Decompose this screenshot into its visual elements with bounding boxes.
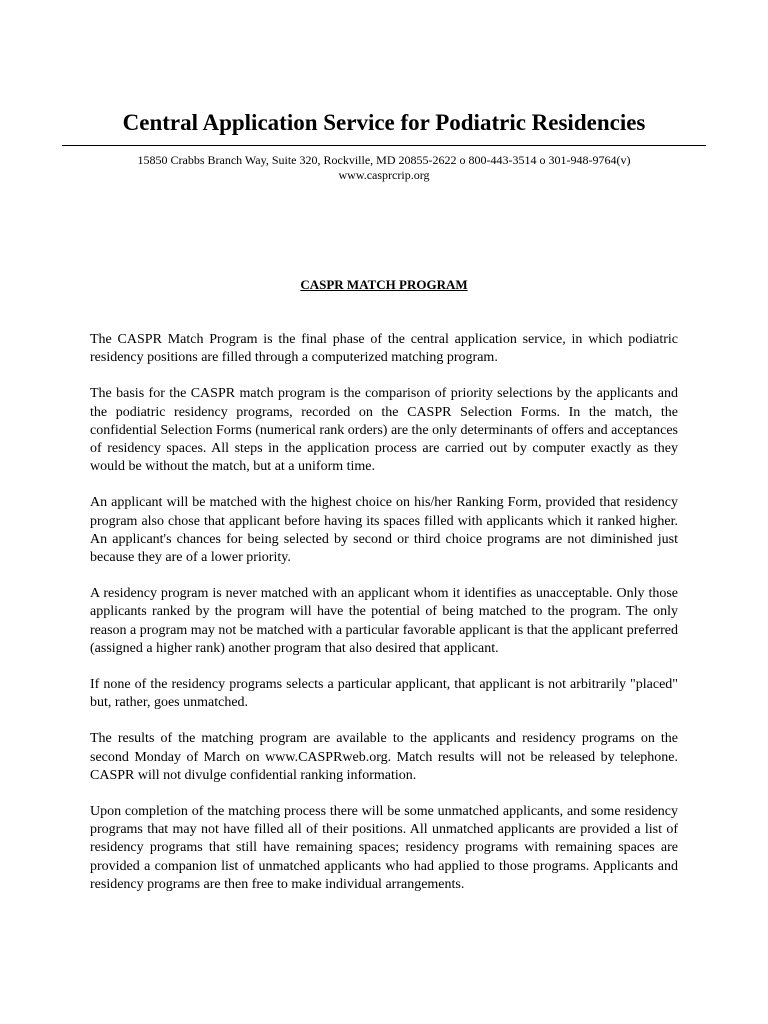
paragraph-program-match: A residency program is never matched with an applicant whom it identifies as unacceptable. Only those applicants ranked by the program will have the potential of being matched to the program. The only reason a program may not be matched with a particular favorable applicant is that the applicant preferred (assigned a higher rank) another program that also desired that applicant. — [90, 586, 678, 656]
contact-info — [0, 153, 768, 183]
paragraph-applicant-match: An applicant will be matched with the highest choice on his/her Ranking Form, provided that residency program also chose that applicant before having its spaces filled with applicants which it ranked higher. An applicant's chances for being selected by second or third choice programs are not diminished just because they are of a lower priority. — [90, 495, 678, 566]
document-body — [90, 331, 678, 894]
paragraph-unmatched: If none of the residency programs selects a particular applicant, that applicant is not arbitrarily "placed" but, rather, goes unmatched. — [90, 677, 678, 711]
paragraph-completion: Upon completion of the matching process there will be some unmatched applicants, and some residency programs that may not have filled all of their positions. All unmatched applicants are provided a list of residency programs that still have remaining spaces; residency programs with remaining spaces are provided a companion list of unmatched applicants who had applied to those programs. Applicants and residency programs are then free to make individual arrangements. — [90, 804, 678, 892]
paragraph-intro: The CASPR Match Program is the final phase of the central application service, in which podiatric residency positions are filled through a computerized matching program. — [90, 332, 678, 366]
document-heading: CASPR MATCH PROGRAM — [300, 277, 468, 292]
website-text: www.casprcrip.org — [338, 168, 430, 182]
paragraph-basis: The basis for the CASPR match program is the comparison of priority selections by the applicants and the podiatric residency programs, recorded on the CASPR Selection Forms. In the match, the confidential Selection Forms (numerical rank orders) are the only determinants of offers and acceptances of residency spaces. All steps in the application process are carried out by computer exactly as they would be without the match, but at a uniform time. — [90, 386, 678, 475]
address-line: 15850 Crabbs Branch Way, Suite 320, Rockville, MD 20855-2622 o 800-443-3514 o 301-948-9764(v) — [137, 153, 631, 167]
organization-title: Central Application Service for Podiatric Residencies — [122, 110, 646, 135]
header-divider — [62, 145, 706, 146]
paragraph-results: The results of the matching program are available to the applicants and residency programs on the second Monday of March on www.CASPRweb.org. Match results will not be released by telephone. CASPR will not divulge confidential ranking information. — [90, 731, 678, 783]
